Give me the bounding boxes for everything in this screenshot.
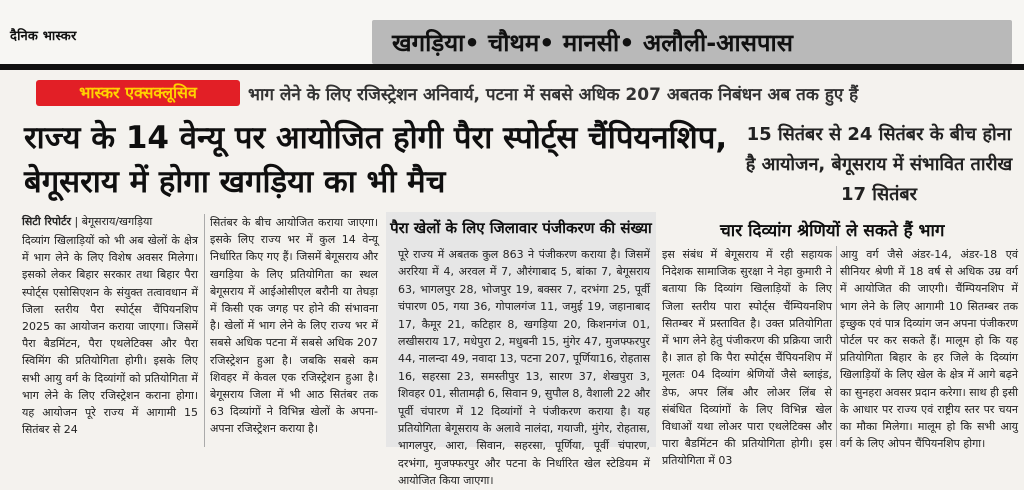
article-column-1: दिव्यांग खिलाड़ियों को भी अब खेलों के क्षेत्र में भाग लेने के लिए विशेष अवसर मिलेगा। इसको लेकर बिहार सरकार तथा बिहार पैरा स्पोर्ट्स एसोसिएशन के संयुक्त तत्वावधान में जिला स्तरीय पैरा स्पोर्ट्स चैंपियनशिप 2025 का आयोजन कराया जाएगा। जिसमें पैरा बैडमिंटन, पैरा एथलेटिक्स और पैरा स्विमिंग की प्रतियोगिता होगी। इसके लिए सभी आयु वर्ग के दिव्यांगों को प्रतियोगिता में भाग लेने के लिए रजिस्ट्रेशन कराना होगा। यह आयोजन पूरे राज्य में आगामी 15 सितंबर से 24 [22, 234, 198, 437]
edition-title: खगड़िया• चौथम• मानसी• अलौली-आसपास [392, 29, 793, 57]
masthead-rule [0, 64, 1024, 70]
article-column-4: आयु वर्ग जैसे अंडर-14, अंडर-18 एवं सीनियर श्रेणी में 18 वर्ष से अधिक उम्र वर्ग में आयोजित की जाएगी। चैंम्पियनशिप में भाग लेने के लिए आगामी 10 सितम्बर तक इच्छुक एवं पात्र दिव्यांग जन अपना पंजीकरण पोर्टल पर कर सकते हैं। मालूम हो कि यह प्रतियोगिता बिहार के हर जिले के दिव्यांग खिलाड़ियों के लिए खेल के क्षेत्र में आगे बढ़ने का सुनहरा अवसर प्रदान करेगा। साथ ही इसी के आधार पर राज्य एवं राष्ट्रीय स्तर पर चयन का मौका मिलेगा। मालूम हो कि सभी आयु वर्ग के लिए ओपन चैंपियनशिप होगा। [840, 248, 1018, 451]
registration-box-title: पैरा खेलों के लिए जिलावार पंजीकरण की संख्या [390, 219, 652, 237]
registration-box-body: पूरे राज्य में अबतक कुल 863 ने पंजीकरण कराया है। जिसमें अररिया में 4, अरवल में 7, औरंगाबाद 5, बांका 7, बेगूसराय 63, भागलपुर 28, भोजपुर 19, बक्सर 7, दरभंगा 25, पूर्वी चंपारण 05, गया 36, गोपालगंज 11, जमुई 19, जहानाबाद 17, कैमूर 21, कटिहार 8, खगड़िया 20, किशनगंज 01, लखीसराय 17, मधेपुरा 2, मधुबनी 15, मुंगेर 47, मुजफ्फरपुर 44, नालन्दा 49, नवादा 13, पटना 207, पूर्णिया16, रोहतास 16, सहरसा 23, समस्तीपुर 13, सारण 37, शेखपुरा 3, शिवहर 01, सीतामढ़ी 6, सिवान 9, सुपौल 8, वैशाली 22 और पूर्वी चंपारण में 12 दिव्यांगों ने पंजीकरण कराया है। यह प्रतियोगिता बेगूसराय के अलावे नालंदा, गयाजी, मुंगेर, रोहतास, भागलपुर, आरा, सिवान, सहरसा, पूर्णिया, पूर्वी चंपारण, दरभंगा, मुजफ्फरपुर और पटना के निर्धारित खेल स्टेडियम में आयोजित किया जाएगा। [398, 248, 650, 488]
article-column-2: सितंबर के बीच आयोजित कराया जाएगा। इसके लिए राज्य भर में कुल 14 वेन्यू निर्धारित किए गए हैं। जिसमें बेगूसराय और खगड़िया के लिए प्रतियोगिता का स्थल बेगूसराय में आईओसीएल बरौनी या तेघड़ा में किसी एक जगह पर होने की संभावना है। खेलों में भाग लेने के लिए राज्य भर में सबसे अधिक पटना में सबसे अधिक 207 रजिस्ट्रेशन हुआ है। जबकि सबसे कम शिवहर में केवल एक रजिस्ट्रेशन हुआ है। बेगूसराय जिला में भी आठ सितंबर तक 63 दिव्यांगों ने विभिन्न खेलों के अपना-अपना रजिस्ट्रेशन कराया है। [210, 216, 378, 436]
column-divider [836, 246, 837, 447]
masthead [0, 0, 1024, 64]
article-column-3: इस संबंध में बेगूसराय में रही सहायक निदेशक सामाजिक सुरक्षा ने नेहा कुमारी ने बताया कि दिव्यांग खिलाड़ियों के लिए जिला स्तरीय पारा स्पोर्ट्स चैंम्पियनशिप सितम्बर में प्रस्तावित है। उक्त प्रतियोगिता में भाग लेने हेतु पंजीकरण की प्रक्रिया जारी है। ज्ञात हो कि पैरा स्पोर्ट्स चैंपियनशिप में मूलतः 04 दिव्यांग श्रेणियों जैसे ब्लाइंड, डेफ, अपर लिंब और लोअर लिंब से संबंधित दिव्यांगों के लिए विभिन्न खेल विधाओं यथा लोअर पारा एथलेटिक्स और पारा बैडमिंटन की प्रतियोगिता होगी। इस प्रतियोगिता में 03 [662, 248, 832, 468]
newspaper-name: दैनिक भास्कर [10, 29, 77, 44]
edition-banner [372, 20, 1012, 64]
column-divider [204, 214, 205, 447]
subheadline: 15 सितंबर से 24 सितंबर के बीच होना है आयोजन, बेगूसराय में संभावित तारीख 17 सितंबर [745, 124, 1013, 205]
registration-box [386, 212, 656, 488]
section-heading: चार दिव्यांग श्रेणियों ले सकते हैं भाग [720, 221, 945, 241]
kicker-text: भाग लेने के लिए रजिस्ट्रेशन अनिवार्य, पटना में सबसे अधिक 207 अबतक निबंधन अब तक हुए हैं [248, 85, 859, 105]
byline-place: | बेगूसराय/खगड़िया [74, 215, 153, 228]
main-headline: राज्य के 14 वेन्यू पर आयोजित होगी पैरा स्पोर्ट्स चैंपियनशिप, बेगूसराय में होगा खगड़िया का भी मैच [24, 120, 728, 200]
exclusive-badge: भास्कर एक्सक्लूसिव [36, 80, 240, 106]
kicker-row [0, 74, 1024, 110]
byline [22, 214, 152, 229]
byline-reporter: सिटी रिपोर्टर [22, 215, 71, 228]
